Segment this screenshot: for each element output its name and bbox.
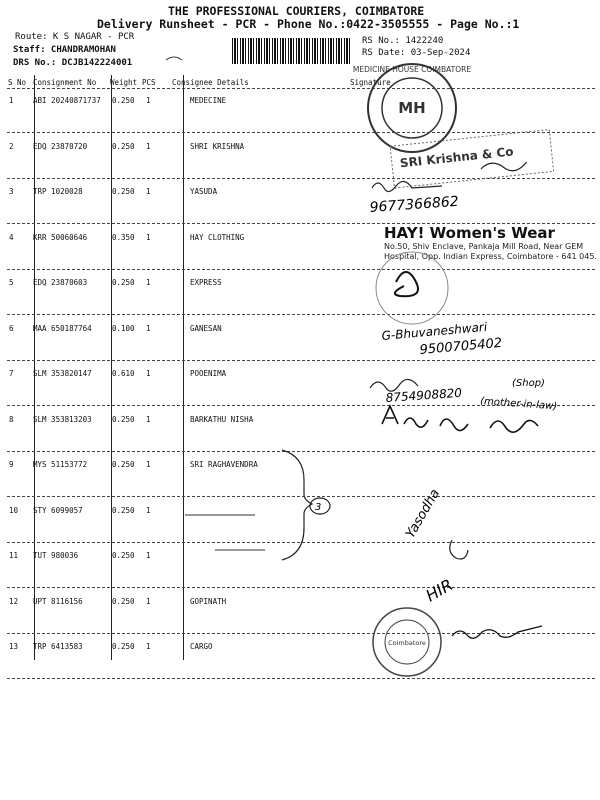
row-consignee: HAY CLOTHING [190, 233, 245, 242]
row-pcs: 1 [146, 460, 151, 469]
col-signature: Signature [350, 78, 391, 87]
row6-phone-handwriting: 9500705402 [419, 335, 503, 358]
row-pcs: 1 [146, 597, 151, 606]
sri-krishna-stamp-text: SRI Krishna & Co [399, 144, 515, 171]
row-pcs: 1 [146, 233, 151, 242]
row-consignment-number: TRP 1020028 [33, 187, 83, 196]
row-pcs: 1 [146, 324, 151, 333]
row-sno: 2 [9, 142, 14, 151]
row-weight: 0.250 [112, 278, 135, 287]
row-weight: 0.250 [112, 506, 135, 515]
row-consignee: EXPRESS [190, 278, 222, 287]
row-sno: 8 [9, 415, 14, 424]
row-pcs: 1 [146, 506, 151, 515]
row-consignee: YASUDA [190, 187, 218, 196]
row8-note-handwriting: (mother-in-law) [479, 396, 558, 413]
row-sno: 1 [9, 96, 14, 105]
hay-stamp-title: HAY! Women's Wear [384, 224, 555, 242]
row-sno: 9 [9, 460, 14, 469]
row-consignee: MEDECINE [190, 96, 227, 105]
staff-text: Staff: CHANDRAMOHAN [13, 45, 116, 55]
row-consignment-number: STY 6099057 [33, 506, 83, 515]
col-consignee: Consignee Details [172, 78, 249, 87]
row-consignee: BARKATHU NISHA [190, 415, 254, 424]
row-consignment-number: KRR 50060646 [33, 233, 88, 242]
row-consignment-number: EDQ 23870720 [33, 142, 88, 151]
row-weight: 0.250 [112, 597, 135, 606]
route-text: Route: K S NAGAR - PCR [15, 32, 135, 42]
row-pcs: 1 [146, 142, 151, 151]
row-consignment-number: SLM 353820147 [33, 369, 92, 378]
col-pcs: PCS [142, 78, 156, 87]
rs-number: RS No.: 1422240 [362, 36, 444, 46]
row7-phone-handwriting: 8754908820 [385, 385, 463, 405]
row7-note-handwriting: (Shop) [512, 378, 545, 389]
row-weight: 0.250 [112, 460, 135, 469]
row-consignment-number: SLM 353813203 [33, 415, 92, 424]
hay-stamp-address: No.50, Shiv Enclave, Pankaja Mill Road, Near GEM Hospital, Opp. Indian Express, Coimbatore - 641 045. [384, 242, 597, 261]
row-weight: 0.250 [112, 96, 135, 105]
row-sno: 4 [9, 233, 14, 242]
row-pcs: 1 [146, 278, 151, 287]
row3-phone-handwriting: 9677366862 [369, 193, 460, 216]
row-sno: 7 [9, 369, 14, 378]
row-weight: 0.610 [112, 369, 135, 378]
runsheet-title: Delivery Runsheet - PCR - Phone No.:0422-3505555 - Page No.:1 [97, 17, 520, 31]
row-pcs: 1 [146, 369, 151, 378]
row-sno: 10 [9, 506, 19, 515]
company-title: THE PROFESSIONAL COURIERS, COIMBATORE [168, 4, 425, 18]
row-weight: 0.350 [112, 233, 135, 242]
rs-date: RS Date: 03-Sep-2024 [362, 48, 471, 58]
row-consignment-number: TRP 6413583 [33, 642, 83, 651]
row-weight: 0.250 [112, 415, 135, 424]
row-consignee: GOPINATH [190, 597, 227, 606]
row-sno: 5 [9, 278, 14, 287]
hay-womens-wear-stamp [376, 224, 600, 324]
row-pcs: 1 [146, 642, 151, 651]
medicine-house-stamp [353, 64, 472, 152]
row-pcs: 1 [146, 551, 151, 560]
row-pcs: 1 [146, 187, 151, 196]
row-consignment-number: TUT 980036 [33, 551, 79, 560]
col-consignment: Consignment No [33, 78, 97, 87]
coimbatore-stamp-text: Coimbatore [388, 639, 426, 647]
medicine-house-stamp-text: MEDICINE HOUSE COIMBATORE [352, 65, 472, 74]
row-consignee: CARGO [190, 642, 213, 651]
row-sno: 3 [9, 187, 14, 196]
row-consignment-number: UPT 8116156 [33, 597, 83, 606]
row-consignee: POOENIMA [190, 369, 227, 378]
row-consignment-number: MAA 650187764 [33, 324, 92, 333]
drs-number: DRS No.: DCJB142224001 [13, 58, 133, 68]
row-weight: 0.250 [112, 551, 135, 560]
row-weight: 0.250 [112, 187, 135, 196]
col-weight: Weight [110, 78, 138, 87]
row-pcs: 1 [146, 415, 151, 424]
row-consignment-number: ABI 20240871737 [33, 96, 101, 105]
row-consignee: SRI RAGHAVENDRA [190, 460, 258, 469]
row-sno: 6 [9, 324, 14, 333]
row-weight: 0.250 [112, 642, 135, 651]
row6-name-handwriting: G-Bhuvaneshwari [381, 319, 488, 343]
row-weight: 0.100 [112, 324, 135, 333]
row-sno: 12 [9, 597, 19, 606]
row-consignment-number: EDQ 23870603 [33, 278, 88, 287]
row-pcs: 1 [146, 96, 151, 105]
row-consignment-number: MYS 51153772 [33, 460, 88, 469]
row-consignee: GANESAN [190, 324, 222, 333]
svg-text:MH: MH [398, 99, 426, 117]
coimbatore-round-stamp [373, 608, 441, 676]
row-weight: 0.250 [112, 142, 135, 151]
col-sno: S No [8, 78, 27, 87]
row-consignee: SHRI KRISHNA [190, 142, 245, 151]
row12-handwriting: HIR [422, 575, 457, 606]
row10-name-handwriting: Yasodha [403, 486, 444, 541]
row-sno: 13 [9, 642, 19, 651]
row-sno: 11 [9, 551, 19, 560]
row9-circle-mark: 3 [315, 502, 322, 513]
